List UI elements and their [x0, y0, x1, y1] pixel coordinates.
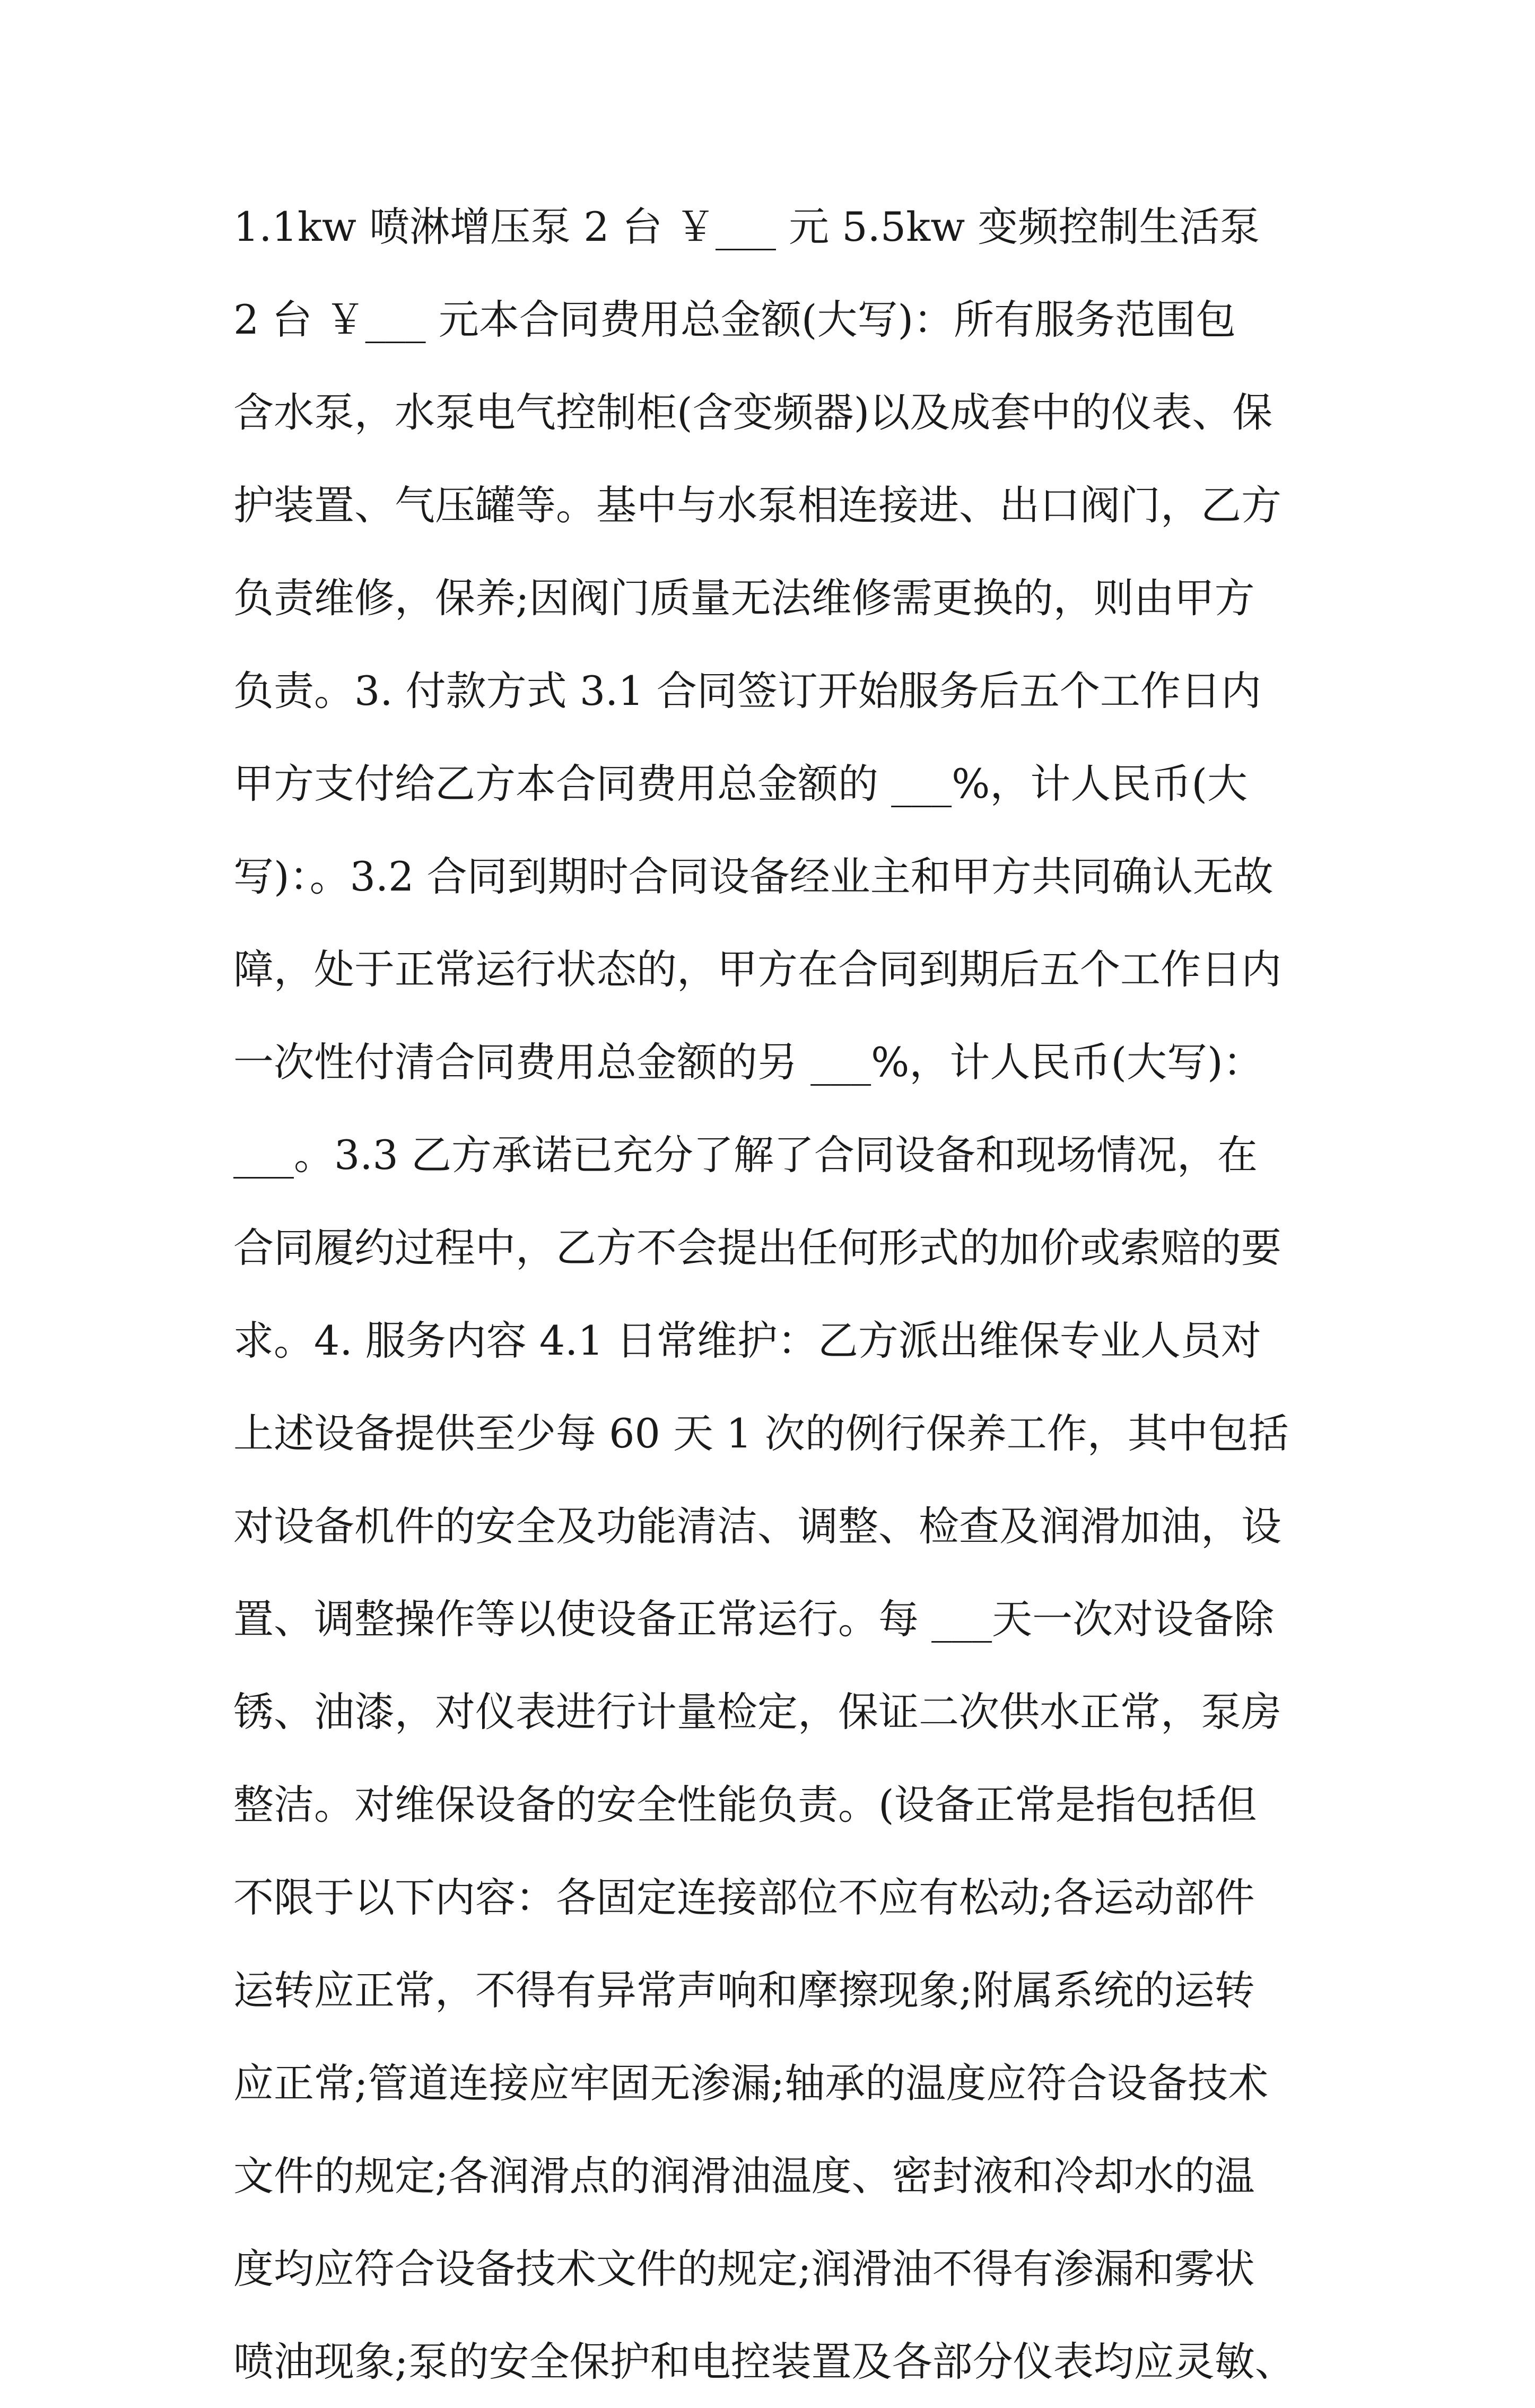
text-line: 2 台 ￥___ 元本合同费用总金额(大写)：所有服务范围包 [233, 296, 1236, 343]
text-line: 锈、油漆，对仪表进行计量检定，保证二次供水正常，泵房 [233, 1688, 1281, 1735]
text-line: 不限于以下内容：各固定连接部位不应有松动;各运动部件 [233, 1874, 1255, 1921]
text-line: 度均应符合设备技术文件的规定;润滑油不得有渗漏和雾状 [233, 2245, 1255, 2292]
text-line: 对设备机件的安全及功能清洁、调整、检查及润滑加油，设 [233, 1503, 1281, 1550]
text-line: 置、调整操作等以使设备正常运行。每 ___天一次对设备除 [233, 1595, 1275, 1643]
text-line: 整洁。对维保设备的安全性能负责。(设备正常是指包括但 [233, 1781, 1257, 1828]
text-line: 负责。3. 付款方式 3.1 合同签订开始服务后五个工作日内 [233, 667, 1261, 714]
text-line: 喷油现象;泵的安全保护和电控装置及各部分仪表均应灵敏、 [233, 2338, 1295, 2385]
text-line: 负责维修，保养;因阀门质量无法维修需更换的，则由甲方 [233, 574, 1255, 622]
text-line: 上述设备提供至少每 60 天 1 次的例行保养工作，其中包括 [233, 1410, 1289, 1457]
contract-text-body [233, 180, 1347, 2408]
text-line: 应正常;管道连接应牢固无渗漏;轴承的温度应符合设备技术 [233, 2060, 1269, 2107]
text-line: 护装置、气压罐等。基中与水泵相连接进、出口阀门，乙方 [233, 482, 1281, 529]
text-line: 求。4. 服务内容 4.1 日常维护：乙方派出维保专业人员对 [233, 1317, 1261, 1364]
text-line: 含水泵，水泵电气控制柜(含变频器)以及成套中的仪表、保 [233, 389, 1273, 436]
text-line: ___。3.3 乙方承诺已充分了解了合同设备和现场情况，在 [233, 1131, 1258, 1179]
text-line: 甲方支付给乙方本合同费用总金额的 ___%，计人民币(大 [233, 760, 1248, 807]
text-line: 合同履约过程中，乙方不会提出任何形式的加价或索赔的要 [233, 1224, 1281, 1271]
text-line: 文件的规定;各润滑点的润滑油温度、密封液和冷却水的温 [233, 2152, 1255, 2200]
text-line: 一次性付清合同费用总金额的另 ___%，计人民币(大写)： [233, 1039, 1263, 1086]
text-line: 写)：。3.2 合同到期时合同设备经业主和甲方共同确认无故 [233, 853, 1274, 900]
text-line: 障，处于正常运行状态的，甲方在合同到期后五个工作日内 [233, 946, 1281, 993]
text-line: 运转应正常，不得有异常声响和摩擦现象;附属系统的运转 [233, 1967, 1255, 2014]
text-line: 1.1kw 喷淋增压泵 2 台 ￥___ 元 5.5kw 变频控制生活泵 [233, 203, 1260, 250]
